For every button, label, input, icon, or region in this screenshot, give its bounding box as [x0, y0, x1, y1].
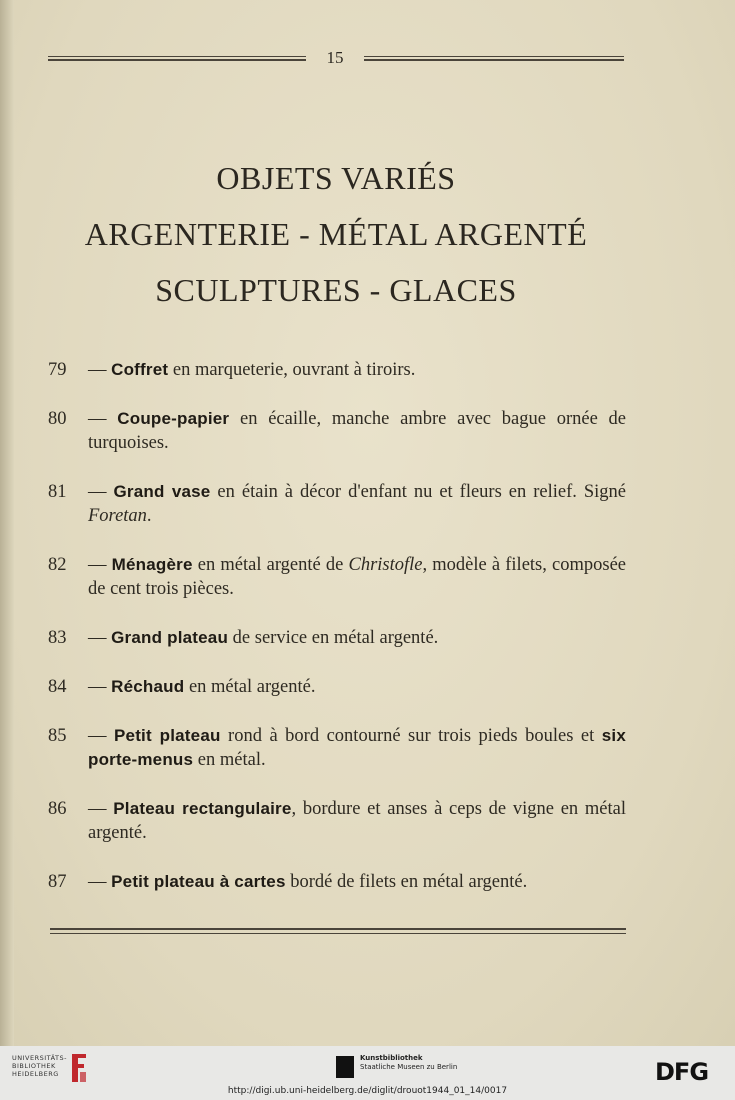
catalogue-entry: 86 — Plateau rectangulaire, bordure et anses à ceps de vigne en métal argenté.	[48, 799, 626, 843]
entry-description: en métal argenté de	[192, 555, 349, 575]
entry-number: 84	[48, 677, 67, 697]
catalogue-entry: 81 — Grand vase en étain à décor d'enfant nu et fleurs en relief. Signé Foretan.	[48, 482, 626, 526]
catalogue-entries	[48, 358, 626, 919]
entry-heading: Plateau rectangulaire	[113, 799, 292, 818]
entry-description: en marqueterie, ouvrant à tiroirs.	[168, 360, 416, 380]
entry-number: 85	[48, 726, 67, 746]
entry-number: 82	[48, 555, 67, 575]
kunstbibliothek-logo-icon	[336, 1056, 354, 1078]
entry-description: en étain à décor d'enfant nu et fleurs en relief. Signé	[210, 482, 626, 502]
title-line-1: OBJETS VARIÉS	[216, 160, 456, 196]
page-header	[48, 44, 624, 74]
entry-heading: Petit plateau	[114, 726, 221, 745]
entry-description: de service en métal argenté.	[228, 628, 439, 648]
entry-number: 79	[48, 360, 67, 380]
kb-title: Kunstbibliothek	[360, 1054, 423, 1062]
entry-description: en écaille, manche ambre avec bague ornée de turquoises.	[88, 409, 627, 453]
title-line-2: ARGENTERIE - MÉTAL ARGENTÉ	[84, 216, 588, 252]
kunstbibliothek-label	[360, 1054, 457, 1072]
university-label	[12, 1054, 67, 1078]
entry-heading: Coupe-papier	[117, 409, 230, 428]
university-logo-icon	[68, 1052, 90, 1084]
entry-number: 87	[48, 872, 67, 892]
entry-tail: .	[146, 506, 152, 526]
catalogue-entry: 83 — Grand plateau de service en métal argenté.	[48, 628, 439, 648]
title-line-3: SCULPTURES - GLACES	[155, 272, 517, 308]
entry-number: 80	[48, 409, 67, 429]
header-rule-left	[48, 56, 306, 61]
entry-heading: Ménagère	[111, 555, 193, 574]
catalogue-entry: 85 — Petit plateau rond à bord contourné sur trois pieds boules et six porte-menus en métal.	[48, 726, 626, 770]
university-line: UNIVERSITÄTS-	[12, 1054, 67, 1062]
catalogue-entry: 80 — Coupe-papier en écaille, manche ambre avec bague ornée de turquoises.	[48, 409, 627, 453]
catalogue-entry: 87 — Petit plateau à cartes bordé de filets en métal argenté.	[48, 872, 528, 892]
entry-heading: Grand plateau	[111, 628, 229, 647]
bottom-rule	[50, 928, 626, 934]
kb-subtitle: Staatliche Museen zu Berlin	[360, 1063, 458, 1071]
entry-number: 81	[48, 482, 67, 502]
entry-description: bordé de filets en métal argenté.	[285, 872, 528, 892]
entry-heading: Grand vase	[113, 482, 211, 501]
university-line: HEIDELBERG	[12, 1070, 59, 1078]
digitization-footer	[0, 1046, 735, 1100]
entry-artist: Foretan	[88, 506, 147, 526]
entry-description: en métal argenté.	[184, 677, 316, 697]
entry-tail: en métal.	[193, 750, 266, 770]
entry-number: 86	[48, 799, 67, 819]
source-url[interactable]: http://digi.ub.uni-heidelberg.de/diglit/drouot1944_01_14/0017	[227, 1086, 508, 1096]
entry-heading-secondary: six porte-menus	[88, 726, 626, 769]
section-title	[0, 150, 672, 318]
page-number: 15	[326, 48, 344, 67]
catalogue-entry: 79 — Coffret en marqueterie, ouvrant à tiroirs.	[48, 360, 416, 380]
entry-description: , bordure et anses à ceps de vigne en métal argenté.	[88, 799, 626, 843]
header-rule-right	[364, 56, 624, 61]
entry-heading: Coffret	[111, 360, 169, 379]
entry-tail: , modèle à filets, composée de cent trois pièces.	[88, 555, 626, 599]
entry-maker: Christofle	[348, 555, 423, 575]
entry-number: 83	[48, 628, 67, 648]
catalogue-entry: 84 — Réchaud en métal argenté.	[48, 677, 316, 697]
dfg-logo: DFG	[655, 1058, 709, 1086]
entry-description: rond à bord contourné sur trois pieds boules et	[220, 726, 602, 746]
university-line: BIBLIOTHEK	[12, 1062, 56, 1070]
catalogue-entry: 82 — Ménagère en métal argenté de Christofle, modèle à filets, composée de cent trois pièces.	[48, 555, 626, 599]
entry-heading: Petit plateau à cartes	[111, 872, 286, 891]
entry-heading: Réchaud	[111, 677, 185, 696]
